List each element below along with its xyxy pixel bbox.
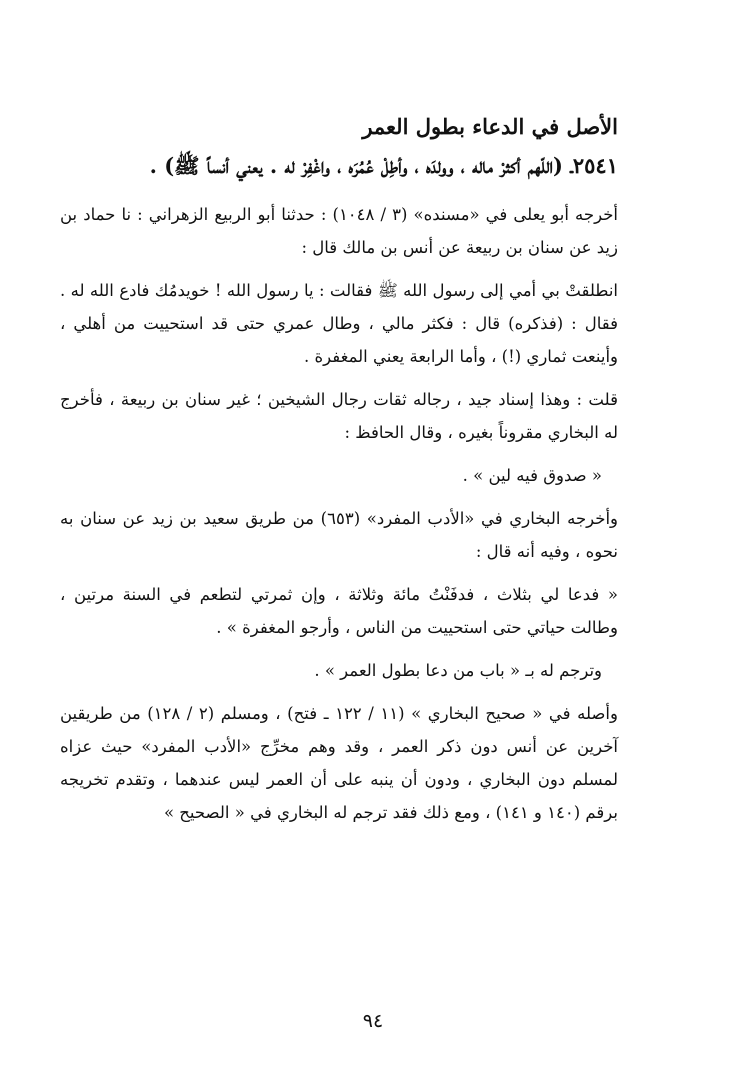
adab-quote-paragraph: « فدعا لي بثلاث ، فدفَنْتُ مائة وثلاثة ، وإن ثمرتي لتطعم في السنة مرتين ، وطالت حياتي حتى استحييت من الناس ، وأرجو المغفرة » . bbox=[60, 585, 618, 637]
section-title: الأصل في الدعاء بطول العمر bbox=[362, 114, 618, 139]
bukhari-adab-paragraph: وأخرجه البخاري في «الأدب المفرد» (٦٥٣) من طريق سعيد بن زيد عن سنان به نحوه ، وفيه أنه قال : bbox=[60, 509, 618, 561]
page-number: ٩٤ bbox=[362, 1010, 384, 1032]
hafiz-quote: « صدوق فيه لين » . bbox=[462, 466, 602, 485]
comment-paragraph: قلت : وهذا إسناد جيد ، رجاله ثقات رجال الشيخين ؛ غير سنان بن ربيعة ، فأخرج له البخاري مقروناً بغيره ، وقال الحافظ : bbox=[60, 390, 618, 442]
page-body bbox=[60, 100, 618, 839]
chapter-title-paragraph: وترجم له بـ « باب من دعا بطول العمر » . bbox=[314, 661, 602, 680]
narration-paragraph: انطلقتْ بي أمي إلى رسول الله ﷺ فقالت : يا رسول الله ! خويدمُك فادع الله له . فقال : (فذكره) قال : فكثر مالي ، وطال عمري حتى قد استحييت من أهلي ، وأينعت ثماري (!) ، وأما الرابعة يعني المغفرة . bbox=[60, 281, 618, 366]
takhrij-paragraph: أخرجه أبو يعلى في «مسنده» (٣ / ١٠٤٨) : حدثنا أبو الربيع الزهراني : نا حماد بن زيد عن سنان بن ربيعة عن أنس بن مالك قال : bbox=[60, 205, 618, 257]
origin-paragraph: وأصله في « صحيح البخاري » (١١ / ١٢٢ ـ فتح) ، ومسلم (٢ / ١٢٨) من طريقين آخرين عن أنس دون ذكر العمر ، وقد وهم مخرِّج «الأدب المفرد» حيث عزاه لمسلم دون البخاري ، ودون أن ينبه على أن العمر ليس عندهما ، وتقدم تخريجه برقم (١٤٠ و ١٤١) ، ومع ذلك فقد ترجم له البخاري في « الصحيح » bbox=[60, 704, 618, 822]
hadith-text: ٢٥٤١ـ (اللّهم أكثرْ ماله ، وولدَه ، وأطِلْ عُمُرَه ، واغْفِرْ له . يعني أنساً ﷺ) . bbox=[149, 153, 618, 178]
